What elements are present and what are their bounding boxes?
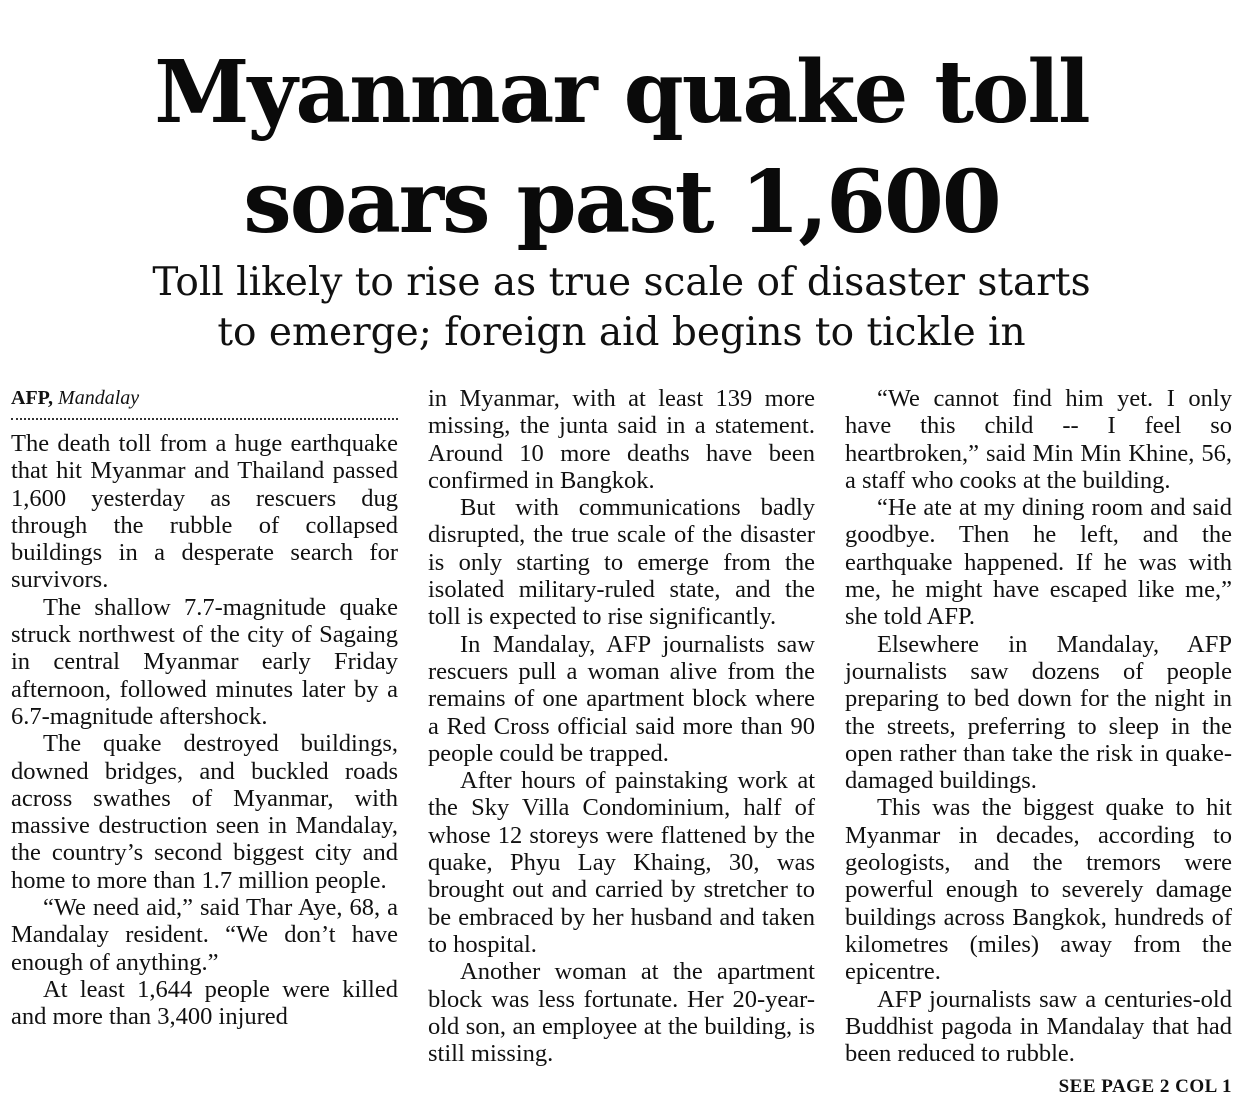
byline-agency: AFP, [11, 387, 54, 409]
subheadline [0, 258, 1243, 358]
dotted-divider [11, 418, 398, 420]
article-column-3 [845, 385, 1232, 1067]
paragraph: This was the biggest quake to hit Myanmar in decades, according to geologists, and the tremors were powerful enough to severely damage buildings across Bangkok, hundreds of kilometres (miles) away from the epicentre. [845, 794, 1232, 986]
paragraph: At least 1,644 people were killed and more than 3,400 injured [11, 975, 398, 1031]
paragraph: “We need aid,” said Thar Aye, 68, a Mandalay resident. “We don’t have enough of anything.” [11, 894, 398, 976]
paragraph: AFP journalists saw a centuries-old Buddhist pagoda in Mandalay that had been reduced to rubble. [845, 985, 1232, 1068]
paragraph: “We cannot find him yet. I only have this child -- I feel so heartbroken,” said Min Min Khine, 56, a staff who cooks at the building. [845, 385, 1232, 494]
paragraph: Another woman at the apartment block was less fortunate. Her 20-year-old son, an employee at the building, is still missing. [428, 958, 815, 1068]
article-column-1 [11, 385, 398, 1031]
paragraph: in Myanmar, with at least 139 more missing, the junta said in a statement. Around 10 more deaths have been confirmed in Bangkok. [428, 385, 815, 494]
continuation-jump-line: SEE PAGE 2 COL 1 [1058, 1076, 1232, 1097]
paragraph: The death toll from a huge earthquake that hit Myanmar and Thailand passed 1,600 yesterday as rescuers dug through the rubble of collapsed buildings in a desperate search for survivors. [11, 430, 398, 594]
subheadline-line-2: to emerge; foreign aid begins to tickle in [217, 310, 1026, 355]
headline-line-1: Myanmar quake toll [154, 42, 1089, 143]
headline-line-2: soars past 1,600 [243, 152, 1000, 253]
subheadline-line-1: Toll likely to rise as true scale of disaster starts [152, 260, 1091, 305]
paragraph: “He ate at my dining room and said goodbye. Then he left, and the earthquake happened. If he was with me, he might have escaped like me,” she told AFP. [845, 494, 1232, 631]
paragraph: The shallow 7.7-magnitude quake struck northwest of the city of Sagaing in central Myanmar early Friday afternoon, followed minutes later by a 6.7-magnitude aftershock. [11, 593, 398, 730]
paragraph: Elsewhere in Mandalay, AFP journalists saw dozens of people preparing to bed down for the night in the streets, preferring to sleep in the open rather than take the risk in quake-damaged buildings. [845, 630, 1232, 795]
paragraph: In Mandalay, AFP journalists saw rescuers pull a woman alive from the remains of one apartment block where a Red Cross official said more than 90 people could be trapped. [428, 630, 815, 767]
byline [11, 385, 398, 412]
paragraph: But with communications badly disrupted, the true scale of the disaster is only starting to emerge from the isolated military-ruled state, and the toll is expected to rise significantly. [428, 494, 815, 631]
paragraph: After hours of painstaking work at the Sky Villa Condominium, half of whose 12 storeys were flattened by the quake, Phyu Lay Khaing, 30, was brought out and carried by stretcher to be embraced by her husband and taken to hospital. [428, 767, 815, 958]
byline-dateline: Mandalay [58, 387, 140, 409]
paragraph: The quake destroyed buildings, downed bridges, and buckled roads across swathes of Myanmar, with massive destruction seen in Mandalay, the country’s second biggest city and home to more than 1.7 million people. [11, 730, 398, 894]
article-column-2 [428, 385, 815, 1067]
headline [0, 38, 1243, 258]
